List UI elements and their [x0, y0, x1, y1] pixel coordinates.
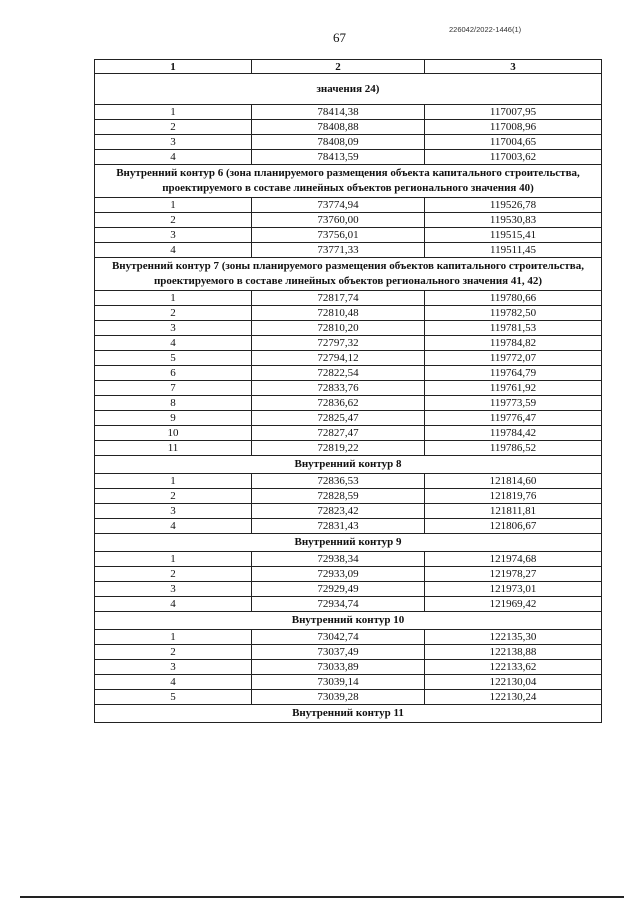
x-coordinate-cell: 72797,32 — [252, 336, 425, 351]
header-cell: 1 — [95, 60, 252, 74]
point-number-cell: 3 — [95, 228, 252, 243]
y-coordinate-cell: 119781,53 — [425, 321, 602, 336]
table-row — [95, 105, 602, 120]
y-coordinate-cell: 117008,96 — [425, 120, 602, 135]
section-title: Внутренний контур 8 — [95, 456, 602, 474]
table-row — [95, 675, 602, 690]
y-coordinate-cell: 121969,42 — [425, 597, 602, 612]
y-coordinate-cell: 119773,59 — [425, 396, 602, 411]
x-coordinate-cell: 72938,34 — [252, 552, 425, 567]
x-coordinate-cell: 72817,74 — [252, 291, 425, 306]
x-coordinate-cell: 78408,88 — [252, 120, 425, 135]
table-row — [95, 519, 602, 534]
table-row — [95, 135, 602, 150]
table-row — [95, 441, 602, 456]
x-coordinate-cell: 72833,76 — [252, 381, 425, 396]
table-row — [95, 597, 602, 612]
table-row — [95, 630, 602, 645]
point-number-cell: 10 — [95, 426, 252, 441]
x-coordinate-cell: 72933,09 — [252, 567, 425, 582]
section-title-row — [95, 165, 602, 198]
x-coordinate-cell: 78413,59 — [252, 150, 425, 165]
table-row — [95, 306, 602, 321]
x-coordinate-cell: 72831,43 — [252, 519, 425, 534]
point-number-cell: 8 — [95, 396, 252, 411]
section-title-row — [95, 612, 602, 630]
point-number-cell: 3 — [95, 321, 252, 336]
y-coordinate-cell: 119764,79 — [425, 366, 602, 381]
y-coordinate-cell: 119526,78 — [425, 198, 602, 213]
point-number-cell: 1 — [95, 291, 252, 306]
section-title-row — [95, 705, 602, 723]
point-number-cell: 3 — [95, 660, 252, 675]
y-coordinate-cell: 119530,83 — [425, 213, 602, 228]
x-coordinate-cell: 72828,59 — [252, 489, 425, 504]
table-row — [95, 291, 602, 306]
table-row — [95, 228, 602, 243]
point-number-cell: 7 — [95, 381, 252, 396]
header-cell: 3 — [425, 60, 602, 74]
table-row — [95, 690, 602, 705]
x-coordinate-cell: 72836,62 — [252, 396, 425, 411]
y-coordinate-cell: 119511,45 — [425, 243, 602, 258]
y-coordinate-cell: 117003,62 — [425, 150, 602, 165]
section-title-row — [95, 74, 602, 105]
table-row — [95, 336, 602, 351]
table-row — [95, 474, 602, 489]
y-coordinate-cell: 119784,42 — [425, 426, 602, 441]
x-coordinate-cell: 73756,01 — [252, 228, 425, 243]
point-number-cell: 1 — [95, 474, 252, 489]
section-title: Внутренний контур 9 — [95, 534, 602, 552]
point-number-cell: 11 — [95, 441, 252, 456]
y-coordinate-cell: 121819,76 — [425, 489, 602, 504]
table-header-row — [95, 60, 602, 74]
x-coordinate-cell: 73042,74 — [252, 630, 425, 645]
table-row — [95, 567, 602, 582]
table-row — [95, 381, 602, 396]
table-row — [95, 198, 602, 213]
table-row — [95, 150, 602, 165]
y-coordinate-cell: 119776,47 — [425, 411, 602, 426]
x-coordinate-cell: 73037,49 — [252, 645, 425, 660]
y-coordinate-cell: 121978,27 — [425, 567, 602, 582]
x-coordinate-cell: 72810,20 — [252, 321, 425, 336]
coordinates-table — [94, 59, 602, 723]
coordinates-table-body — [95, 60, 602, 723]
section-title: Внутренний контур 7 (зоны планируемого размещения объектов капитального строительства, проектируемого в составе линейных объектов регионального значения 41, 42) — [95, 258, 602, 291]
point-number-cell: 3 — [95, 582, 252, 597]
point-number-cell: 4 — [95, 675, 252, 690]
x-coordinate-cell: 72929,49 — [252, 582, 425, 597]
y-coordinate-cell: 122138,88 — [425, 645, 602, 660]
section-title-row — [95, 534, 602, 552]
x-coordinate-cell: 72819,22 — [252, 441, 425, 456]
table-row — [95, 504, 602, 519]
header-cell: 2 — [252, 60, 425, 74]
table-row — [95, 645, 602, 660]
y-coordinate-cell: 121973,01 — [425, 582, 602, 597]
y-coordinate-cell: 122135,30 — [425, 630, 602, 645]
section-title: Внутренний контур 11 — [95, 705, 602, 723]
y-coordinate-cell: 121974,68 — [425, 552, 602, 567]
x-coordinate-cell: 73033,89 — [252, 660, 425, 675]
y-coordinate-cell: 119761,92 — [425, 381, 602, 396]
x-coordinate-cell: 72836,53 — [252, 474, 425, 489]
point-number-cell: 3 — [95, 135, 252, 150]
point-number-cell: 2 — [95, 213, 252, 228]
point-number-cell: 4 — [95, 597, 252, 612]
point-number-cell: 2 — [95, 306, 252, 321]
table-row — [95, 411, 602, 426]
table-row — [95, 426, 602, 441]
point-number-cell: 1 — [95, 105, 252, 120]
point-number-cell: 4 — [95, 336, 252, 351]
x-coordinate-cell: 72934,74 — [252, 597, 425, 612]
bottom-rule — [20, 896, 624, 898]
y-coordinate-cell: 121811,81 — [425, 504, 602, 519]
x-coordinate-cell: 72794,12 — [252, 351, 425, 366]
y-coordinate-cell: 121814,60 — [425, 474, 602, 489]
point-number-cell: 4 — [95, 150, 252, 165]
document-code: 226042/2022-1446(1) — [449, 25, 522, 34]
point-number-cell: 3 — [95, 504, 252, 519]
y-coordinate-cell: 119786,52 — [425, 441, 602, 456]
page-number: 67 — [333, 30, 346, 45]
y-coordinate-cell: 119515,41 — [425, 228, 602, 243]
y-coordinate-cell: 122133,62 — [425, 660, 602, 675]
point-number-cell: 1 — [95, 552, 252, 567]
y-coordinate-cell: 119780,66 — [425, 291, 602, 306]
y-coordinate-cell: 117004,65 — [425, 135, 602, 150]
point-number-cell: 2 — [95, 645, 252, 660]
point-number-cell: 4 — [95, 243, 252, 258]
point-number-cell: 2 — [95, 120, 252, 135]
x-coordinate-cell: 72810,48 — [252, 306, 425, 321]
table-row — [95, 321, 602, 336]
table-row — [95, 396, 602, 411]
table-row — [95, 366, 602, 381]
point-number-cell: 5 — [95, 690, 252, 705]
point-number-cell: 1 — [95, 198, 252, 213]
table-row — [95, 120, 602, 135]
x-coordinate-cell: 73771,33 — [252, 243, 425, 258]
x-coordinate-cell: 72825,47 — [252, 411, 425, 426]
y-coordinate-cell: 119782,50 — [425, 306, 602, 321]
y-coordinate-cell: 122130,24 — [425, 690, 602, 705]
table-row — [95, 351, 602, 366]
x-coordinate-cell: 78414,38 — [252, 105, 425, 120]
x-coordinate-cell: 73760,00 — [252, 213, 425, 228]
section-title: значения 24) — [95, 74, 602, 105]
point-number-cell: 9 — [95, 411, 252, 426]
table-row — [95, 552, 602, 567]
y-coordinate-cell: 119772,07 — [425, 351, 602, 366]
table-row — [95, 660, 602, 675]
section-title-row — [95, 456, 602, 474]
x-coordinate-cell: 78408,09 — [252, 135, 425, 150]
point-number-cell: 4 — [95, 519, 252, 534]
y-coordinate-cell: 121806,67 — [425, 519, 602, 534]
x-coordinate-cell: 72822,54 — [252, 366, 425, 381]
y-coordinate-cell: 119784,82 — [425, 336, 602, 351]
point-number-cell: 5 — [95, 351, 252, 366]
section-title: Внутренний контур 10 — [95, 612, 602, 630]
y-coordinate-cell: 117007,95 — [425, 105, 602, 120]
section-title: Внутренний контур 6 (зона планируемого размещения объекта капитального строительства, проектируемого в составе линейных объектов регионального значения 40) — [95, 165, 602, 198]
x-coordinate-cell: 72823,42 — [252, 504, 425, 519]
point-number-cell: 2 — [95, 489, 252, 504]
point-number-cell: 1 — [95, 630, 252, 645]
point-number-cell: 6 — [95, 366, 252, 381]
table-row — [95, 489, 602, 504]
y-coordinate-cell: 122130,04 — [425, 675, 602, 690]
point-number-cell: 2 — [95, 567, 252, 582]
table-row — [95, 213, 602, 228]
x-coordinate-cell: 73774,94 — [252, 198, 425, 213]
x-coordinate-cell: 73039,28 — [252, 690, 425, 705]
section-title-row — [95, 258, 602, 291]
x-coordinate-cell: 72827,47 — [252, 426, 425, 441]
table-row — [95, 243, 602, 258]
x-coordinate-cell: 73039,14 — [252, 675, 425, 690]
table-row — [95, 582, 602, 597]
